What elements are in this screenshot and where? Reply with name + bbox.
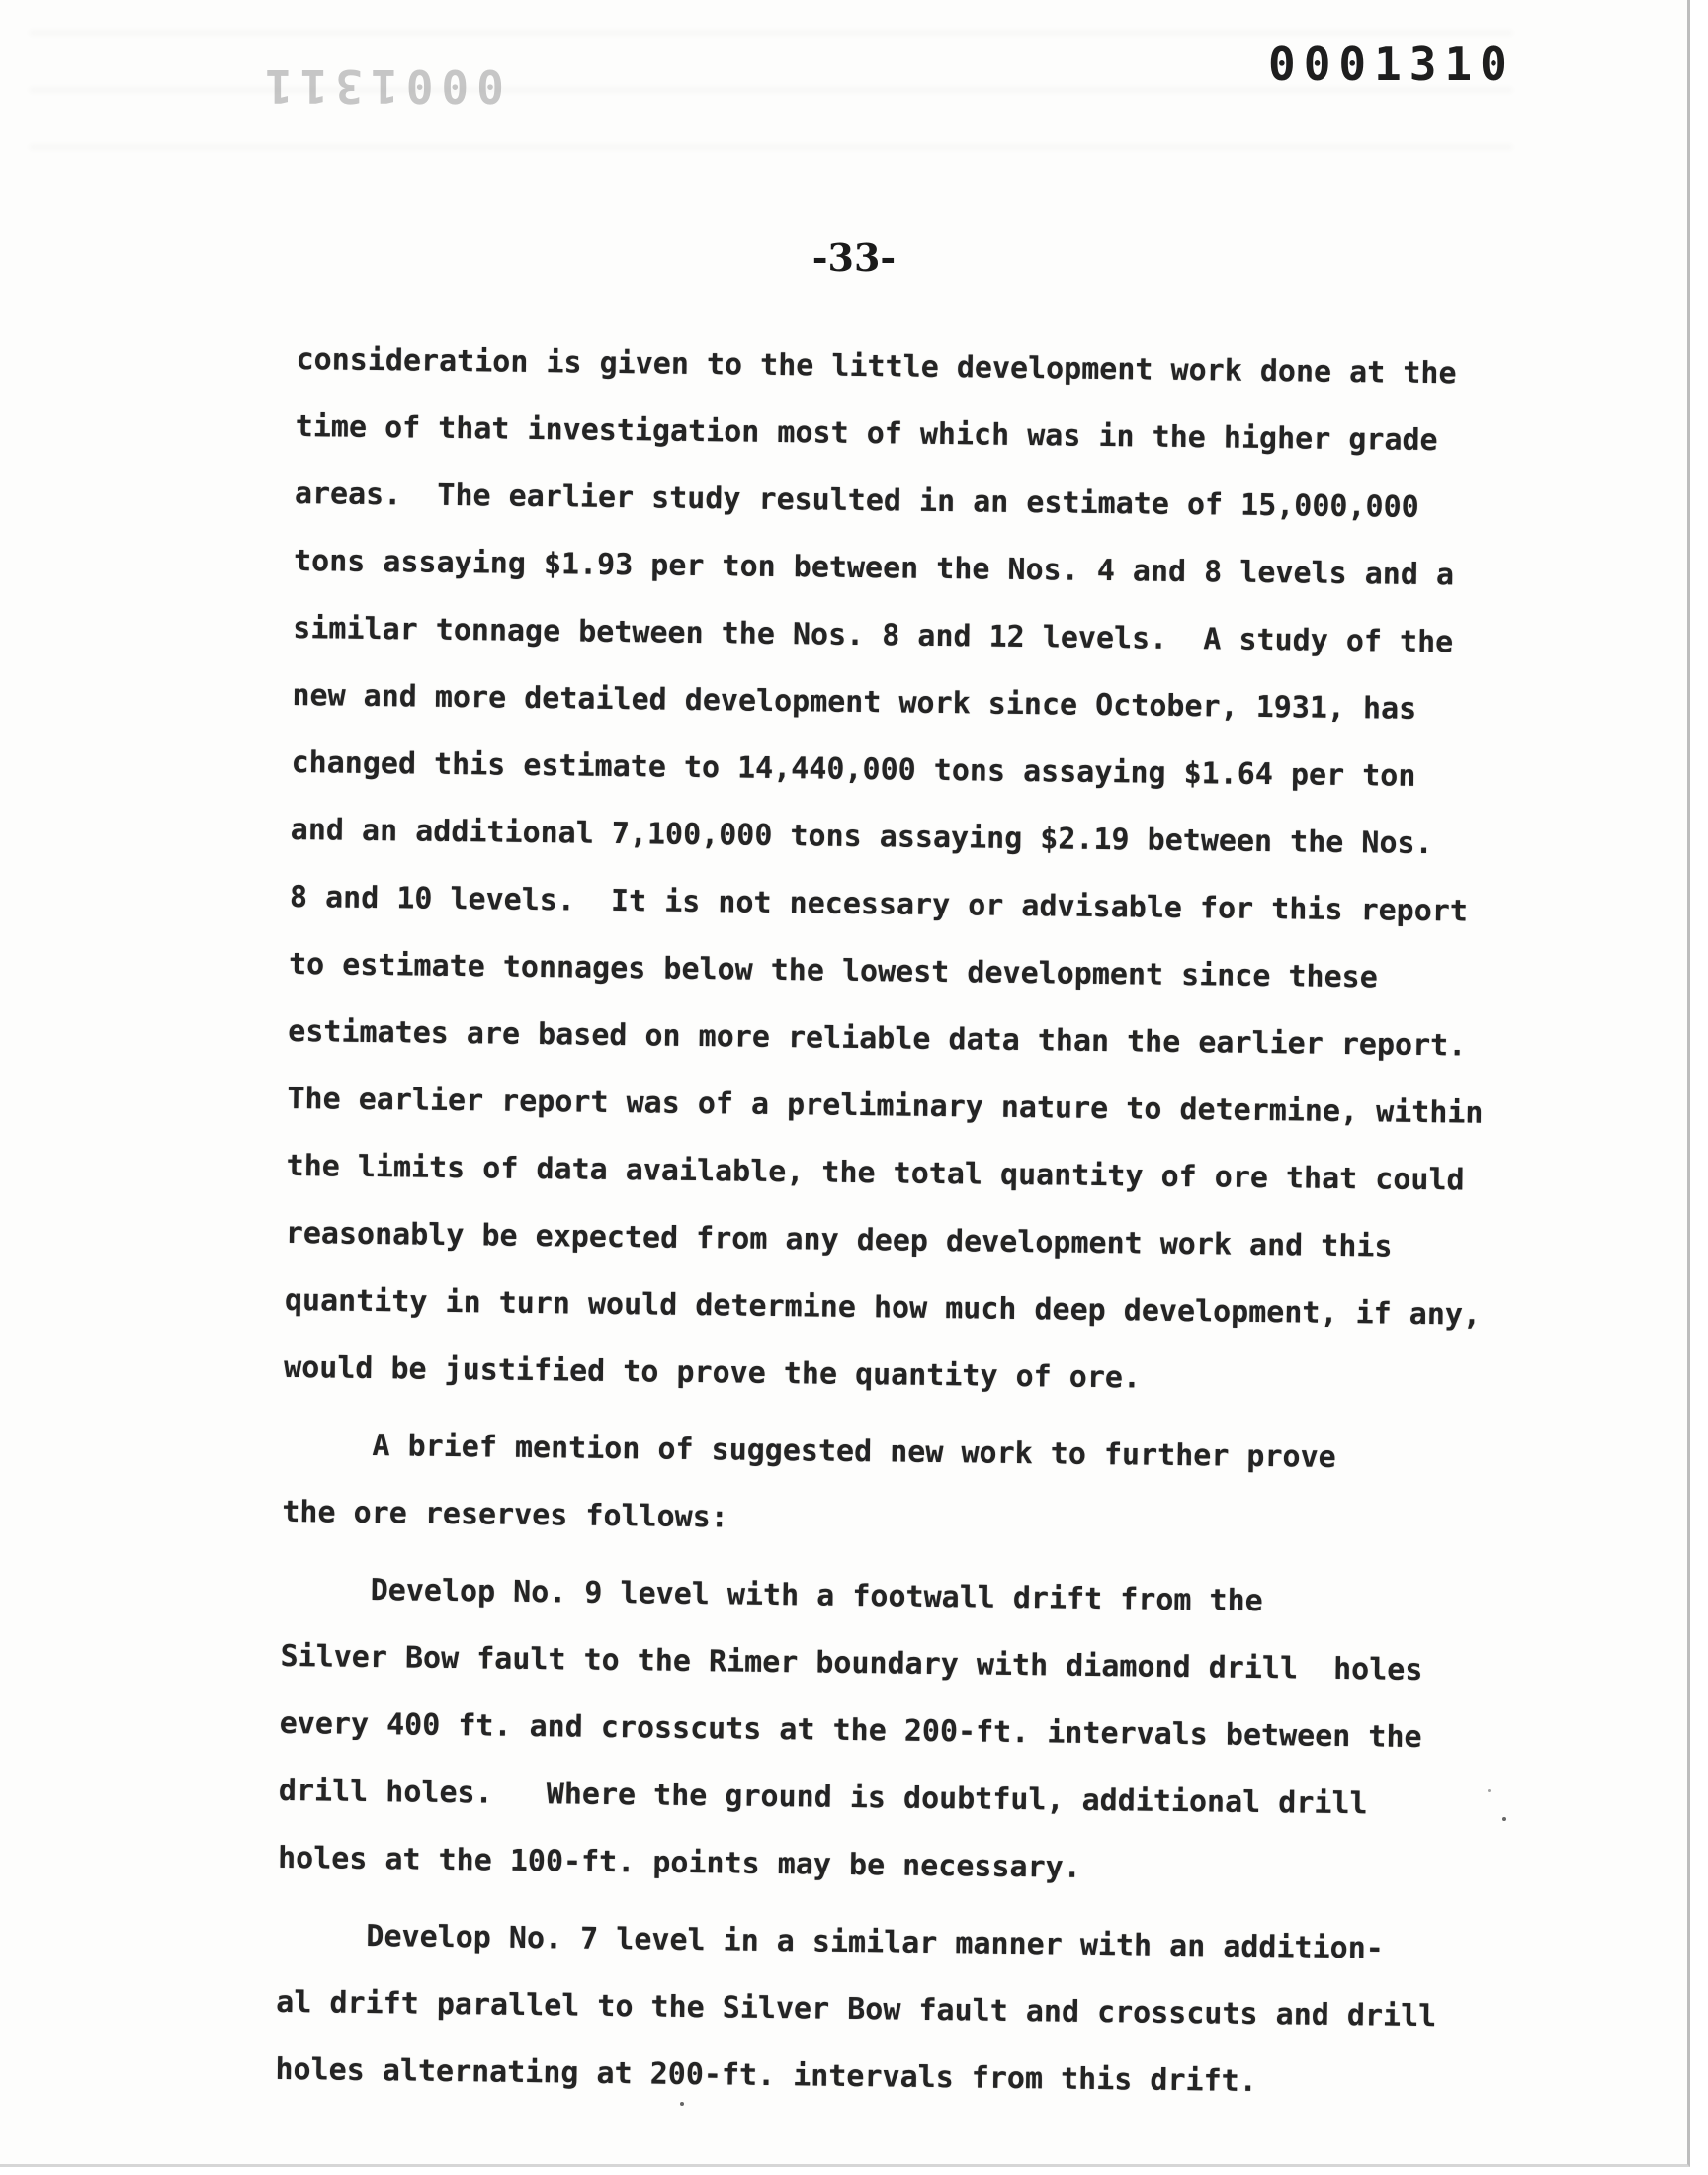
paragraph-2: [282, 1412, 1608, 1562]
text-line: drill holes. Where the ground is doubtful, additional drill: [278, 1773, 1368, 1822]
text-line: similar tonnage between the Nos. 8 and 12 levels. A study of the: [293, 610, 1454, 660]
document-body: [275, 326, 1621, 2120]
text-line: Silver Bow fault to the Rimer boundary with diamond drill holes: [280, 1638, 1423, 1689]
text-line: consideration is given to the little development work done at the: [296, 341, 1457, 392]
scan-speck: [1502, 1817, 1506, 1821]
text-line: Develop No. 7 level in a similar manner with an addition-: [276, 1917, 1385, 1966]
text-line: Develop No. 9 level with a footwall drift from the: [281, 1571, 1263, 1619]
text-line: al drift parallel to the Silver Bow fault and crosscuts and drill: [276, 1984, 1437, 2035]
text-line: every 400 ft. and crosscuts at the 200-ft. intervals between the: [279, 1705, 1422, 1756]
text-line: the ore reserves follows:: [282, 1494, 729, 1535]
text-line: and an additional 7,100,000 tons assaying $2.19 between the Nos.: [290, 812, 1433, 862]
page-number: -33-: [811, 235, 897, 280]
text-line: holes at the 100-ft. points may be necessary.: [277, 1840, 1082, 1885]
bates-number: 0001310: [1268, 38, 1515, 91]
text-line: areas. The earlier study resulted in an estimate of 15,000,000: [294, 476, 1419, 525]
text-line: quantity in turn would determine how much deep development, if any,: [284, 1282, 1482, 1333]
scan-speck: [1488, 1789, 1491, 1792]
paragraph-1: [284, 326, 1621, 1418]
text-line: tons assaying $1.93 per ton between the Nos. 4 and 8 levels and a: [293, 543, 1455, 593]
scan-speck: [680, 2102, 684, 2106]
text-line: estimates are based on more reliable data than the earlier report.: [288, 1013, 1467, 1064]
text-line: holes alternating at 200-ft. intervals from this drift.: [275, 2051, 1257, 2100]
text-line: the limits of data available, the total quantity of ore that could: [286, 1148, 1465, 1198]
text-line: reasonably be expected from any deep development work and this: [285, 1215, 1393, 1264]
text-line: A brief mention of suggested new work to further prove: [282, 1427, 1336, 1475]
text-line: The earlier report was of a preliminary nature to determine, within: [287, 1081, 1484, 1131]
text-line: changed this estimate to 14,440,000 tons assaying $1.64 per ton: [291, 744, 1416, 794]
bates-number-mirror: 0001311: [257, 59, 504, 113]
text-line: new and more detailed development work since October, 1931, has: [292, 677, 1417, 727]
text-line: would be justified to prove the quantity of ore.: [283, 1349, 1142, 1396]
paragraph-3: [278, 1556, 1606, 1908]
text-line: to estimate tonnages below the lowest development since these: [288, 946, 1379, 996]
text-line: time of that investigation most of which was in the higher grade: [295, 408, 1438, 459]
paragraph-4: [275, 1902, 1601, 2120]
text-line: 8 and 10 levels. It is not necessary or advisable for this report: [289, 879, 1469, 929]
